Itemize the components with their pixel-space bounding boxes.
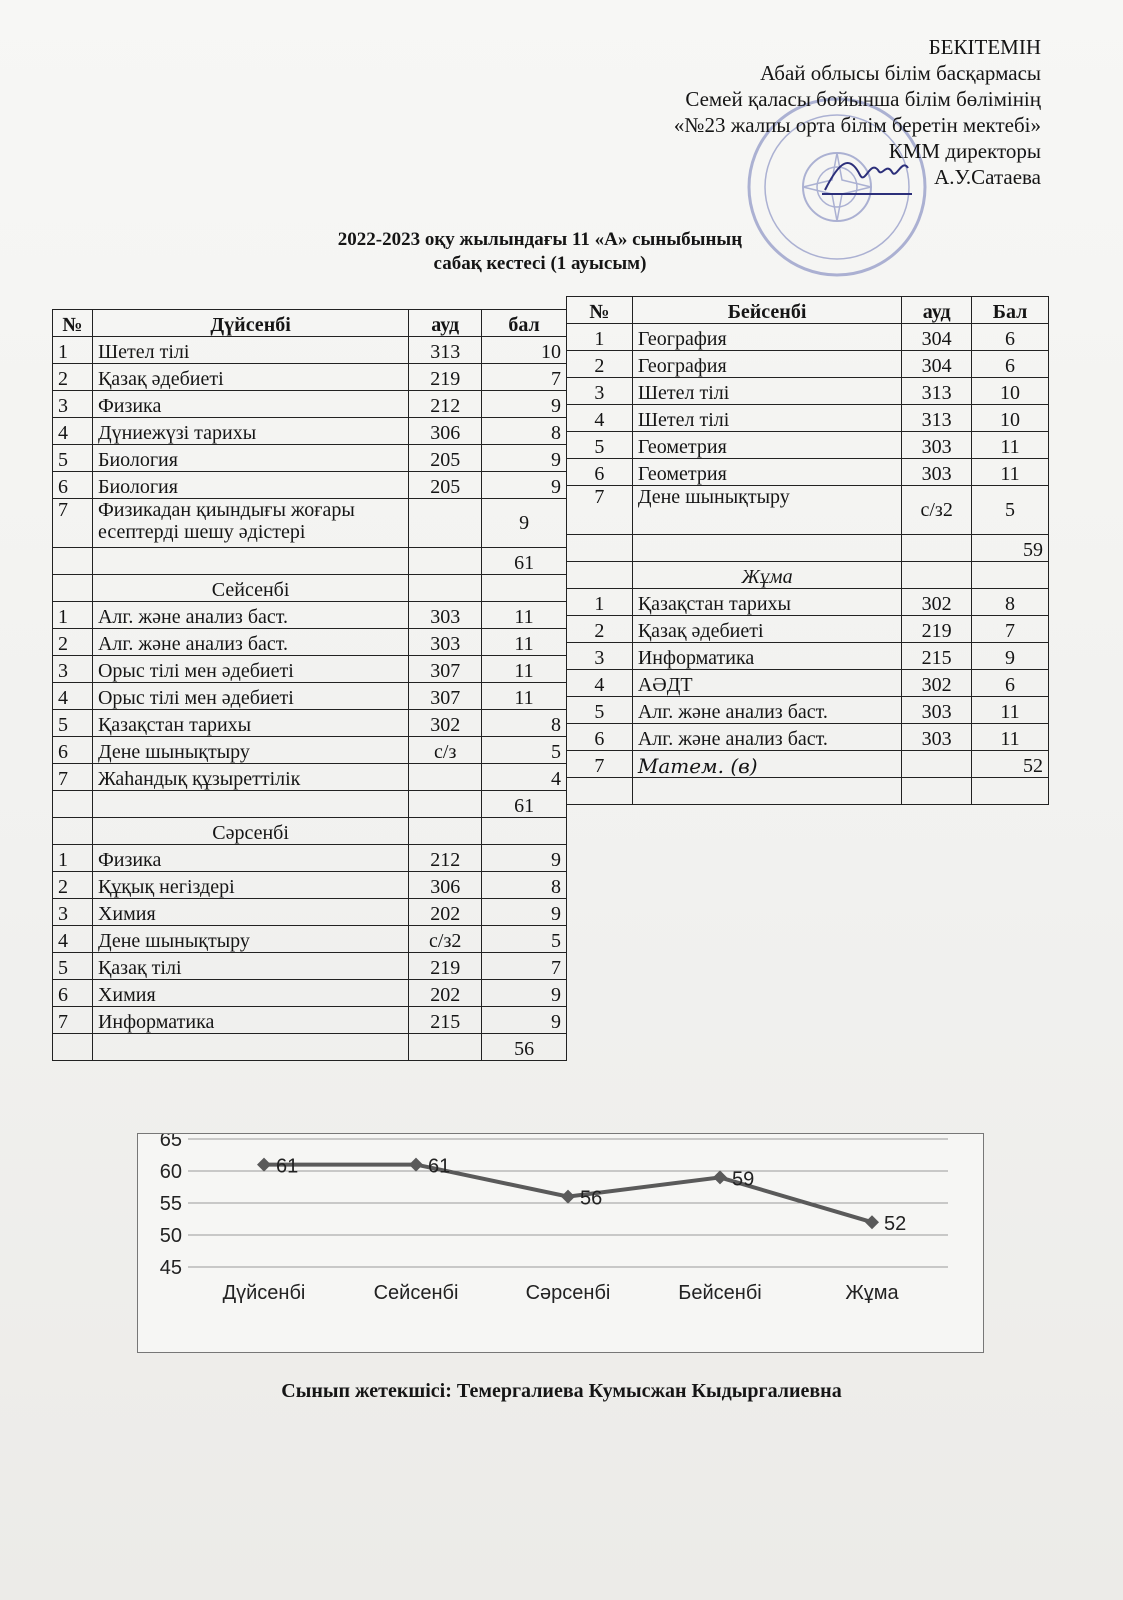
table-row: 2 География 304 6 xyxy=(567,351,1049,378)
class-teacher-line: Сынып жетекшісі: Темергалиева Кумысжан Кыдыргалиевна xyxy=(281,1380,842,1402)
monday-total-row xyxy=(53,548,567,575)
table-row: 7 Жаһандық құзыреттілік 4 xyxy=(53,764,567,791)
wednesday-heading: Сәрсенбі xyxy=(92,818,408,845)
table-row: 4 Орыс тілі мен әдебиеті 307 11 xyxy=(53,683,567,710)
data-label: 56 xyxy=(580,1187,603,1210)
table-row: 1 Шетел тілі 313 10 xyxy=(53,337,567,364)
wednesday-total-row xyxy=(53,1034,567,1061)
signature-icon xyxy=(820,150,920,200)
data-point xyxy=(713,1170,727,1184)
table-row: 3 Информатика 215 9 xyxy=(567,643,1049,670)
table-row: 7 Дене шынықтыру с/з2 5 xyxy=(567,486,1049,535)
data-label: 52 xyxy=(884,1213,907,1236)
table-row: 5 Геометрия 303 11 xyxy=(567,432,1049,459)
col-day-header-thursday: Бейсенбі xyxy=(632,297,901,324)
y-tick-label: 50 xyxy=(159,1225,182,1247)
table-row: 2 Құқық негіздері 306 8 xyxy=(53,872,567,899)
weekly-load-chart xyxy=(137,1133,984,1353)
col-room-header: ауд xyxy=(409,310,482,337)
monday-total: 61 xyxy=(482,548,567,575)
table-row: 6 Геометрия 303 11 xyxy=(567,459,1049,486)
table-row: 7 Информатика 215 9 xyxy=(53,1007,567,1034)
wednesday-total: 56 xyxy=(482,1034,567,1061)
table-row: 4 Дене шынықтыру с/з2 5 xyxy=(53,926,567,953)
data-label: 59 xyxy=(732,1168,755,1191)
col-num-header: № xyxy=(567,297,633,324)
col-score-header: Бал xyxy=(972,297,1049,324)
data-point xyxy=(257,1158,271,1172)
col-day-header-monday: Дүйсенбі xyxy=(92,310,408,337)
approval-block xyxy=(521,34,1041,190)
thursday-total-row xyxy=(567,535,1049,562)
table-row: 3 Физика 212 9 xyxy=(53,391,567,418)
data-point xyxy=(409,1158,423,1172)
table-row: 5 Қазақ тілі 219 7 xyxy=(53,953,567,980)
table-row: 5 Алг. және анализ баст. 303 11 xyxy=(567,697,1049,724)
approval-director: А.У.Сатаева xyxy=(934,165,1041,189)
table-row: 3 Орыс тілі мен әдебиеті 307 11 xyxy=(53,656,567,683)
approval-position: КММ директоры xyxy=(888,139,1041,163)
table-row: 4 Дүниежүзі тарихы 306 8 xyxy=(53,418,567,445)
tuesday-heading: Сейсенбі xyxy=(92,575,408,602)
table-row: 1 География 304 6 xyxy=(567,324,1049,351)
handwritten-subject: Матем. (в) xyxy=(632,751,901,778)
table-row: 5 Қазақстан тарихы 302 8 xyxy=(53,710,567,737)
line-chart xyxy=(138,1134,983,1352)
col-room-header: ауд xyxy=(902,297,972,324)
x-tick-label: Бейсенбі xyxy=(678,1282,762,1304)
col-num-header: № xyxy=(53,310,93,337)
table-row: 4 Шетел тілі 313 10 xyxy=(567,405,1049,432)
table-row: 6 Алг. және анализ баст. 303 11 xyxy=(567,724,1049,751)
schedule-subtitle: сабақ кестесі (1 ауысым) xyxy=(433,253,647,274)
tuesday-total: 61 xyxy=(482,791,567,818)
y-tick-label: 55 xyxy=(159,1193,182,1215)
col-score-header: бал xyxy=(482,310,567,337)
data-point xyxy=(865,1215,879,1229)
table-row: 2 Қазақ әдебиеті 219 7 xyxy=(567,616,1049,643)
table-row: 5 Биология 205 9 xyxy=(53,445,567,472)
table-row: 1 Алг. және анализ баст. 303 11 xyxy=(53,602,567,629)
approval-org: Абай облысы білім басқармасы xyxy=(760,61,1041,85)
tuesday-header-row xyxy=(53,575,567,602)
y-tick-label: 45 xyxy=(159,1257,182,1279)
approval-dept: Семей қаласы бойынша білім бөлімінің xyxy=(685,87,1041,111)
y-tick-label: 65 xyxy=(159,1134,182,1151)
table-row: 6 Химия 202 9 xyxy=(53,980,567,1007)
data-label: 61 xyxy=(428,1155,451,1178)
x-tick-label: Жұма xyxy=(845,1282,899,1304)
table-row: 6 Биология 205 9 xyxy=(53,472,567,499)
data-point xyxy=(561,1190,575,1204)
data-label: 61 xyxy=(276,1155,299,1178)
friday-total: 52 xyxy=(972,751,1049,778)
approval-school: «№23 жалпы орта білім беретін мектебі» xyxy=(673,113,1041,137)
right-schedule-table xyxy=(566,296,1049,805)
table-row: 1 Қазақстан тарихы 302 8 xyxy=(567,589,1049,616)
table-row: 2 Алг. және анализ баст. 303 11 xyxy=(53,629,567,656)
tuesday-total-row xyxy=(53,791,567,818)
approval-heading: БЕКІТЕМІН xyxy=(928,35,1041,59)
table-row: 7 Физикадан қиындығы жоғары есептерді шешу әдістері 9 xyxy=(53,499,567,548)
table-row: 4 АӘДТ 302 6 xyxy=(567,670,1049,697)
table-row: 7 Матем. (в) 52 xyxy=(567,751,1049,778)
schedule-title: 2022-2023 оқу жылындағы 11 «А» сыныбының xyxy=(337,229,743,250)
table-row: 1 Физика 212 9 xyxy=(53,845,567,872)
friday-heading: Жұма xyxy=(632,562,901,589)
x-tick-label: Сейсенбі xyxy=(373,1282,459,1304)
x-tick-label: Дүйсенбі xyxy=(222,1282,306,1304)
table-row: 3 Химия 202 9 xyxy=(53,899,567,926)
friday-blank-row xyxy=(567,778,1049,805)
friday-header-row xyxy=(567,562,1049,589)
x-tick-label: Сәрсенбі xyxy=(525,1282,611,1304)
wednesday-header-row xyxy=(53,818,567,845)
y-tick-label: 60 xyxy=(159,1161,182,1183)
table-row: 6 Дене шынықтыру с/з 5 xyxy=(53,737,567,764)
thursday-total: 59 xyxy=(972,535,1049,562)
table-row: 2 Қазақ әдебиеті 219 7 xyxy=(53,364,567,391)
left-schedule-table xyxy=(52,309,567,1061)
table-row: 3 Шетел тілі 313 10 xyxy=(567,378,1049,405)
